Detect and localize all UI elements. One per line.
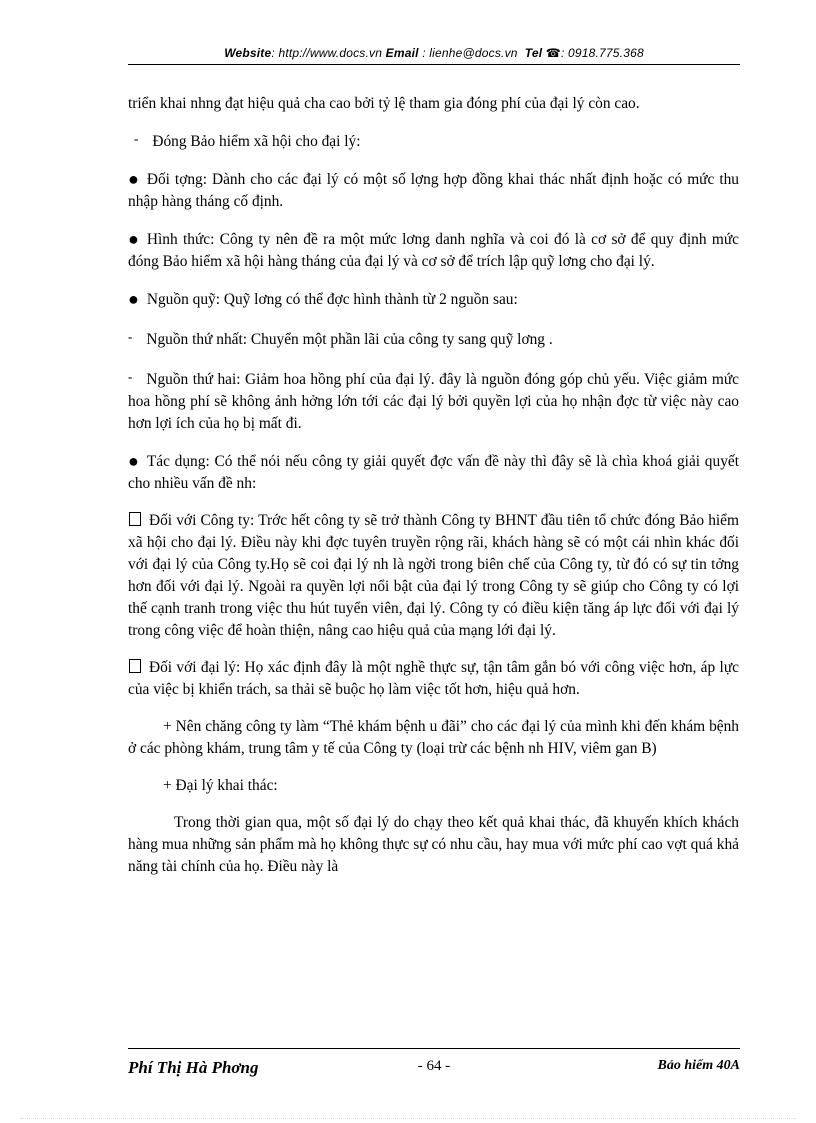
paragraph-3-text: Đối tợng: Dành cho các đại lý có một số lợng hợp đồng khai thác nhất định hoặc có mức thu nhập hàng tháng cố định. (128, 171, 739, 210)
header-tel-value: : 0918.775.368 (560, 46, 644, 60)
checkbox-square-icon (129, 659, 141, 673)
paragraph-9 (128, 510, 739, 642)
paragraph-11-text: + Nên chăng công ty làm “Thẻ khám bệnh u đãi” cho các đại lý của mình khi đến khám bệnh ở các phòng khám, trung tâm y tế của Công ty (loại trừ các bệnh nh HIV, viêm gan B) (128, 718, 739, 757)
paragraph-1: triển khai nhng đạt hiệu quả cha cao bởi tỷ lệ tham gia đóng phí của đại lý còn cao. (128, 95, 640, 112)
paragraph-2 (128, 128, 739, 153)
page-header (128, 46, 740, 60)
bullet-marker: ● (128, 229, 139, 249)
header-tel-label: Tel (524, 46, 543, 60)
paragraph-13-text: Trong thời gian qua, một số đại lý do chạy theo kết quả khai thác, đã khuyến khích khách hàng mua những sản phẩm mà họ không thực sự có nhu cầu, hay mua với mức phí cao vợt quá khả năng tài chính của họ. Điều này là (128, 814, 739, 875)
header-divider (128, 64, 740, 65)
header-email-value: : lienhe@docs.vn (422, 46, 518, 60)
paragraph-10-text: Đối với đại lý: Họ xác định đây là một nghề thực sự, tận tâm gắn bó với công việc hơn, áp lực của việc bị khiển trách, sa thải sẽ buộc họ làm việc tốt hơn, hiệu quả hơn. (128, 659, 739, 698)
header-email-label: Email (385, 46, 419, 60)
paragraph-8 (128, 450, 739, 495)
footer-divider (128, 1048, 740, 1049)
bullet-marker: ● (128, 169, 139, 189)
paragraph-5 (128, 288, 739, 311)
page-number: - 64 - (417, 1058, 451, 1074)
paragraph-13 (128, 812, 739, 878)
paragraph-11 (128, 716, 739, 760)
paragraph-4 (128, 228, 739, 273)
document-body (128, 93, 739, 878)
bullet-marker: ● (128, 289, 139, 309)
header-website-label: Website (224, 46, 272, 60)
paragraph-8-text: Tác dụng: Có thể nói nếu công ty giải quyết đợc vấn đề này thì đây sẽ là chìa khoá giải quyết cho nhiều vấn đề nh: (128, 453, 739, 492)
telephone-icon: ☎ (545, 46, 561, 60)
paragraph-6-text: Nguồn thứ nhất: Chuyển một phần lãi của công ty sang quỹ lơng . (146, 331, 553, 348)
page-footer (128, 1058, 740, 1080)
paragraph-5-text: Nguồn quỹ: Quỹ lơng có thể đợc hình thành từ 2 nguồn sau: (146, 291, 518, 308)
page-bottom-border (20, 1118, 796, 1119)
footer-author: Phí Thị Hà Phơng (128, 1058, 259, 1077)
dash-marker: - (128, 369, 133, 384)
checkbox-square-icon (129, 512, 141, 526)
dash-marker: - (128, 329, 133, 344)
paragraph-7 (128, 366, 739, 435)
bullet-marker: ● (128, 451, 139, 471)
dash-marker: - (134, 131, 139, 146)
header-website-value: : http://www.docs.vn (271, 46, 383, 60)
paragraph-6 (128, 326, 739, 351)
paragraph-12: + Đại lý khai thác: (163, 777, 278, 794)
footer-course: Bảo hiểm 40A (657, 1058, 740, 1073)
paragraph-3 (128, 168, 739, 213)
paragraph-9-text: Đối với Công ty: Trớc hết công ty sẽ trở thành Công ty BHNT đầu tiên tổ chức đóng Bảo hiểm xã hội cho đại lý. Điều này khi đợc tuyên truyền rộng rãi, khách hàng sẽ có một cái nhìn khác đối với đại lý của Công ty.Họ sẽ coi đại lý nh là ngời trong biên chế của Công ty, từ đó có sự tin tởng hơn đối với đại lý. Ngoài ra quyền lợi nổi bật của đại lý trong Công ty sẽ giúp cho Công ty có lợi thế cạnh tranh trong việc thu hút tuyển viên, đại lý. Công ty có điều kiện tăng áp lực đối với đại lý trong công việc để hoàn thiện, nâng cao hiệu quả của mạng lới đại lý. (128, 512, 739, 639)
paragraph-7-text: Nguồn thứ hai: Giảm hoa hồng phí của đại lý. đây là nguồn đóng góp chủ yếu. Việc giảm mức hoa hồng phí sẽ không ảnh hởng lớn tới các đại lý bởi quyền lợi của họ nhận đợc từ việc này cao hơn lợi ích của họ bị mất đi. (128, 371, 739, 432)
paragraph-10 (128, 657, 739, 701)
paragraph-4-text: Hình thức: Công ty nên đề ra một mức lơng danh nghĩa và coi đó là cơ sở để quy định mức đóng Bảo hiểm xã hội hàng tháng của đại lý và cơ sở để trích lập quỹ lơng cho đại lý. (128, 231, 739, 270)
paragraph-2-text: Đóng Bảo hiểm xã hội cho đại lý: (152, 133, 361, 150)
